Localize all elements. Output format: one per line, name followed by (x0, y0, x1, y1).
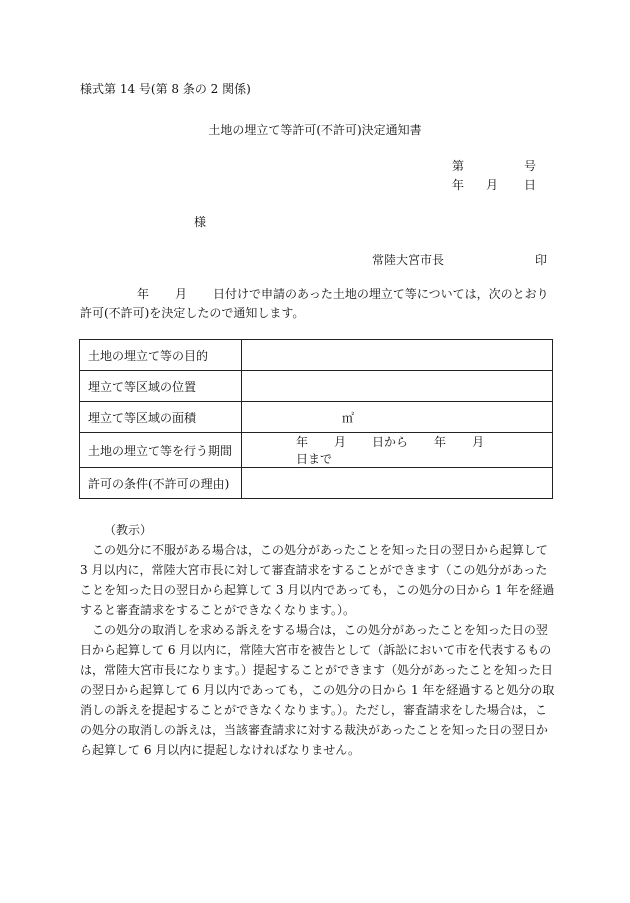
row-label-purpose: 土地の埋立て等の目的 (80, 340, 242, 371)
date-month: 月 (486, 178, 499, 192)
doc-number-suffix: 号 (524, 159, 537, 173)
row-value-area (242, 402, 553, 433)
period-start-year: 年 (296, 435, 309, 449)
table-row (80, 402, 553, 433)
row-value-purpose (242, 340, 553, 371)
row-value-period (242, 433, 553, 468)
addressee-suffix: 様 (194, 215, 207, 229)
period-start-month: 月 (334, 435, 347, 449)
info-table (79, 339, 553, 499)
table-row (80, 433, 553, 468)
intro-text: 日付けで申請のあった土地の埋立て等については，次のとおり許可(不許可)を決定したので通知します。 (80, 287, 549, 320)
intro-year: 年 (137, 287, 150, 301)
period-end-month: 月 (472, 435, 485, 449)
date-day: 日 (524, 178, 537, 192)
period-start-day: 日から (372, 435, 409, 449)
area-unit: ㎡ (342, 410, 355, 425)
row-label-location: 埋立て等区域の位置 (80, 371, 242, 402)
table-row (80, 468, 553, 499)
issuer-name: 常陸大宮市長 (372, 253, 445, 267)
document-title: 土地の埋立て等許可(不許可)決定通知書 (208, 123, 422, 137)
row-label-period: 土地の埋立て等を行う期間 (80, 433, 242, 468)
intro-paragraph (80, 285, 556, 323)
date-year: 年 (452, 178, 465, 192)
period-end-day: 日まで (296, 452, 333, 466)
doc-number-prefix: 第 (452, 159, 465, 173)
period-end-year: 年 (434, 435, 447, 449)
notice-section (80, 520, 558, 760)
row-label-conditions: 許可の条件(不許可の理由) (80, 468, 242, 499)
table-row (80, 371, 553, 402)
table-row (80, 340, 553, 371)
notice-heading: （教示） (104, 523, 153, 537)
row-label-area: 埋立て等区域の面積 (80, 402, 242, 433)
seal-mark: 印 (535, 253, 548, 267)
intro-month: 月 (175, 287, 188, 301)
form-number: 様式第 14 号(第 8 条の 2 関係) (80, 82, 251, 96)
notice-paragraph-1: この処分に不服がある場合は，この処分があったことを知った日の翌日から起算して 3 月以内に，常陸大宮市長に対して審査請求をすることができます（この処分があったことを知った日の翌日から起算して 3 月以内であっても，この処分の日から 1 年を経過すると審査請求をすることができなくなります。）。 (80, 543, 555, 617)
row-value-conditions (242, 468, 553, 499)
notice-paragraph-2: この処分の取消しを求める訴えをする場合は，この処分があったことを知った日の翌日から起算して 6 月以内に，常陸大宮市を被告として（訴訟において市を代表するものは，常陸大宮市長になります。）提起することができます（処分があったことを知った日の翌日から起算して 6 月以内であっても，この処分の日から 1 年を経過すると処分の取消しの訴えを提起することができなくなります。）。ただし，審査請求をした場合は，この処分の取消しの訴えは，当該審査請求に対する裁決があったことを知った日の翌日から起算して 6 月以内に提起しなければなりません。 (80, 623, 555, 757)
row-value-location (242, 371, 553, 402)
